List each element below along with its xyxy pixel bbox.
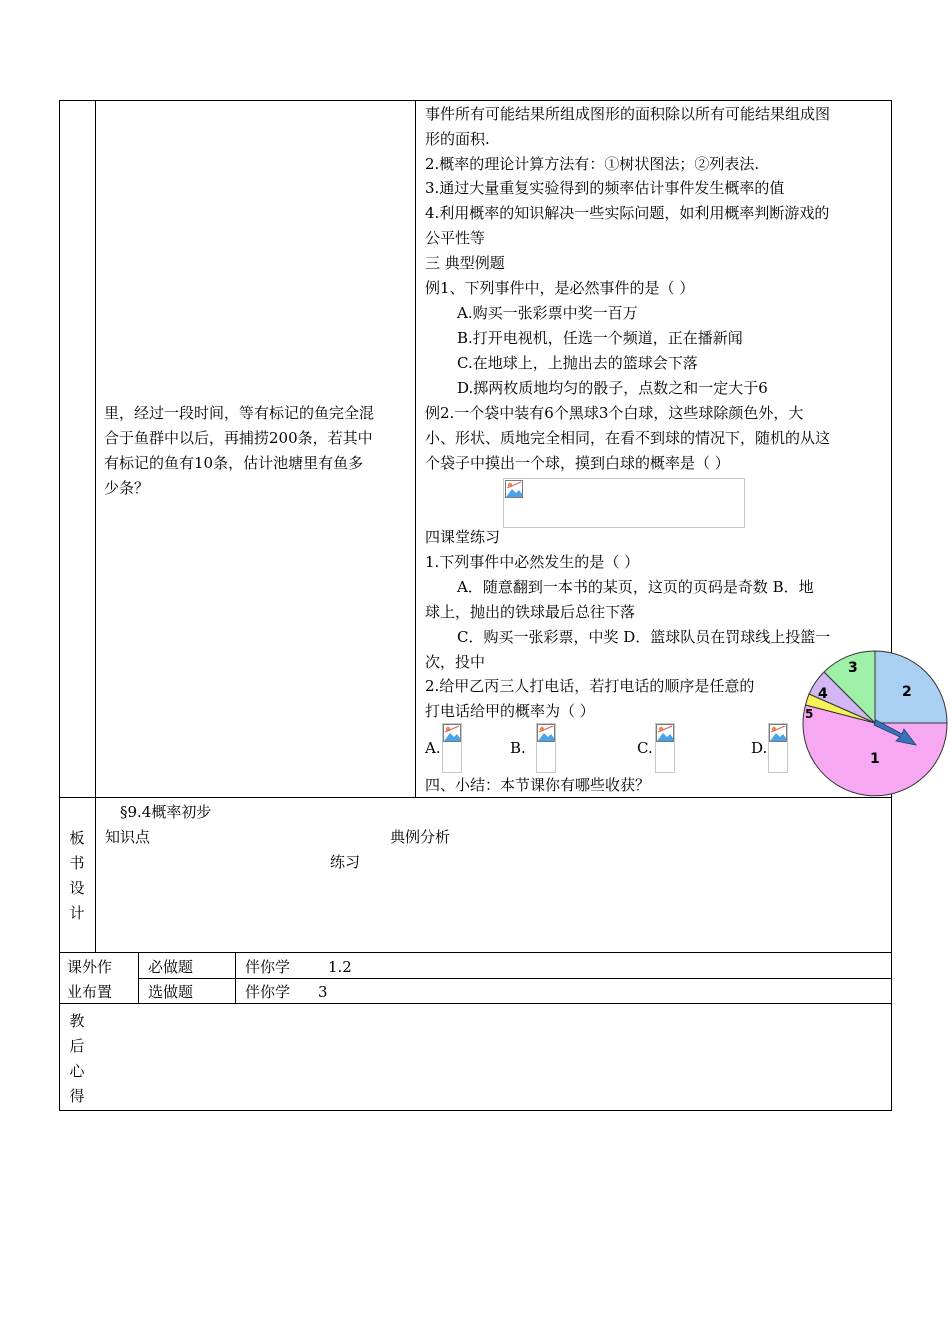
practice1-line-3: 球上，抛出的铁球最后总往下落	[425, 603, 636, 621]
choice-a-image	[442, 723, 462, 773]
broken-image-icon	[656, 724, 674, 742]
row-divider-reflection	[59, 1003, 892, 1004]
choice-a-label: A.	[425, 739, 441, 757]
homework-required-items: 1.2	[328, 958, 352, 976]
right-line-3: 2.概率的理论计算方法有：①树状图法；②列表法.	[425, 155, 760, 173]
choice-c-image	[655, 723, 675, 773]
broken-image-icon	[537, 724, 555, 742]
homework-optional-book: 伴你学	[245, 983, 291, 1001]
right-line-2: 形的面积.	[425, 130, 490, 148]
spinner-image	[800, 648, 950, 802]
homework-optional-items: 3	[318, 983, 328, 1001]
choice-d-image	[768, 723, 788, 773]
right-line-1: 事件所有可能结果所组成图形的面积除以所有可能结果组成图	[425, 105, 831, 123]
homework-label-2: 业布置	[67, 983, 113, 1001]
board-item-practice: 练习	[330, 853, 361, 871]
broken-image-icon	[443, 724, 461, 742]
reflection-label-char-1: 教	[69, 1012, 85, 1030]
choice-c-label: C.	[637, 739, 653, 757]
row-divider-homework-mid	[138, 978, 892, 979]
left-line-3: 有标记的鱼有10条，估计池塘里有鱼多	[104, 454, 364, 472]
table-right-border	[891, 100, 892, 1111]
board-label-char-2: 书	[69, 854, 85, 872]
table-bottom-border	[59, 1110, 892, 1111]
board-col-divider	[95, 797, 96, 952]
board-title: §9.4概率初步	[120, 803, 212, 821]
example2-line-2: 小、形状、质地完全相同，在看不到球的情况下，随机的从这	[425, 429, 831, 447]
board-label-char-1: 板	[69, 829, 85, 847]
example1-option-b: B.打开电视机，任选一个频道，正在播新闻	[457, 329, 743, 347]
board-item-examples: 典例分析	[390, 828, 451, 846]
example2-line-3: 个袋子中摸出一个球，摸到白球的概率是（ ）	[425, 454, 730, 472]
reflection-label-char-2: 后	[69, 1037, 85, 1055]
left-line-2: 合于鱼群中以后，再捕捞200条，若其中	[104, 429, 373, 447]
example1-option-a: A.购买一张彩票中奖一百万	[457, 304, 638, 322]
practice1-line-5: 次，投中	[425, 653, 486, 671]
homework-required-book: 伴你学	[245, 958, 291, 976]
homework-label-1: 课外作	[67, 958, 113, 976]
example1-option-d: D.掷两枚质地均匀的骰子，点数之和一定大于6	[457, 379, 768, 397]
spinner-label-3: 3	[848, 660, 858, 676]
homework-optional-type: 选做题	[148, 983, 194, 1001]
right-line-5: 4.利用概率的知识解决一些实际问题，如利用概率判断游戏的	[425, 204, 830, 222]
spinner-label-5: 5	[805, 707, 814, 721]
choice-b-image	[536, 723, 556, 773]
choice-b-label: B.	[510, 739, 526, 757]
table-left-border	[59, 100, 60, 1111]
practice-title: 四课堂练习	[425, 528, 501, 546]
board-label-char-4: 计	[69, 904, 85, 922]
left-line-1: 里，经过一段时间，等有标记的鱼完全混	[104, 404, 375, 422]
practice2-question: 2.给甲乙丙三人打电话，若打电话的顺序是任意的	[425, 677, 755, 695]
section-title-examples: 三 典型例题	[425, 254, 505, 272]
col-divider-1	[95, 100, 96, 797]
col-divider-2	[415, 100, 416, 797]
example1-question: 例1、下列事件中，是必然事件的是（ ）	[425, 279, 695, 297]
image-placeholder-box	[503, 478, 745, 528]
table-top-border	[59, 100, 892, 101]
homework-col-1	[138, 952, 139, 1003]
reflection-label-char-4: 得	[69, 1087, 85, 1105]
spinner-label-4: 4	[818, 686, 828, 702]
board-label-char-3: 设	[69, 879, 85, 897]
choice-d-label: D.	[751, 739, 768, 757]
reflection-label-char-3: 心	[69, 1062, 85, 1080]
board-item-knowledge: 知识点	[105, 828, 151, 846]
row-divider-homework	[59, 952, 892, 953]
broken-image-icon	[769, 724, 787, 742]
left-line-4: 少条？	[104, 479, 150, 497]
practice2-line-2: 打电话给甲的概率为（ ）	[425, 702, 595, 720]
right-line-6: 公平性等	[425, 229, 486, 247]
spinner-label-1: 1	[870, 751, 880, 767]
homework-col-2	[235, 952, 236, 1003]
right-line-4: 3.通过大量重复实验得到的频率估计事件发生概率的值	[425, 179, 785, 197]
summary-text: 四、小结：本节课你有哪些收获？	[425, 776, 651, 794]
practice1-question: 1.下列事件中必然发生的是（ ）	[425, 553, 640, 571]
example2-line-1: 例2.一个袋中装有6个黑球3个白球，这些球除颜色外，大	[425, 404, 804, 422]
homework-required-type: 必做题	[148, 958, 194, 976]
row-divider-board	[59, 797, 892, 798]
broken-image-icon	[505, 480, 523, 498]
practice1-line-4: C．购买一张彩票，中奖 D．篮球队员在罚球线上投篮一	[457, 628, 831, 646]
example1-option-c: C.在地球上，上抛出去的篮球会下落	[457, 354, 698, 372]
practice1-line-2: A．随意翻到一本书的某页，这页的页码是奇数 B．地	[457, 578, 814, 596]
spinner-label-2: 2	[902, 684, 912, 700]
